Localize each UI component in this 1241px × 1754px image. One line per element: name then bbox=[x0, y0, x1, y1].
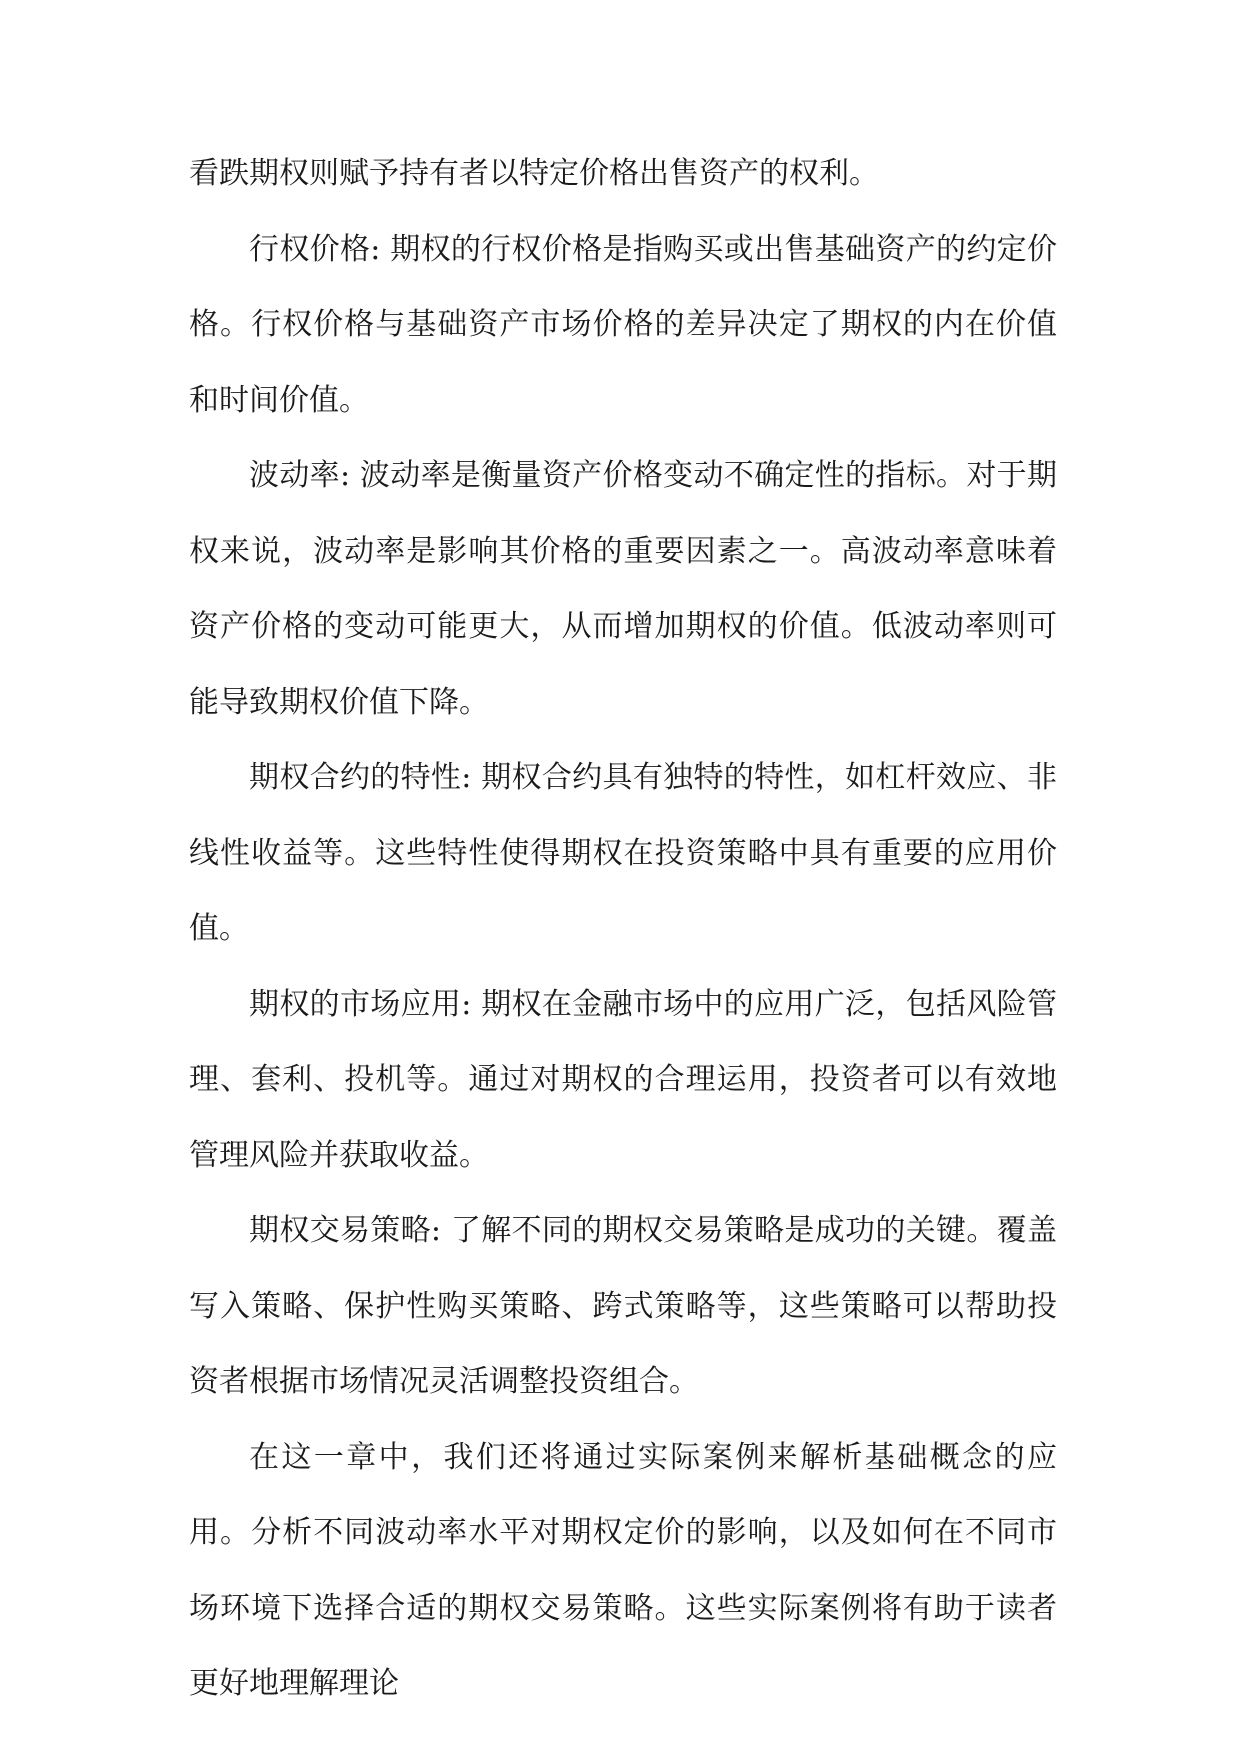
paragraph-case-studies: 在这一章中，我们还将通过实际案例来解析基础概念的应用。分析不同波动率水平对期权定价的影响，以及如何在不同市场环境下选择合适的期权交易策略。这些实际案例将有助于读者更好地理解理论 bbox=[189, 1439, 1057, 1701]
paragraph-strike-price: 行权价格: 期权的行权价格是指购买或出售基础资产的约定价格。行权价格与基础资产市场价格的差异决定了期权的内在价值和时间价值。 bbox=[189, 231, 1057, 418]
paragraph-contract-features: 期权合约的特性: 期权合约具有独特的特性，如杠杆效应、非线性收益等。这些特性使得期权在投资策略中具有重要的应用价值。 bbox=[189, 760, 1057, 946]
body-text bbox=[189, 136, 1057, 1722]
paragraph-trading-strategies: 期权交易策略: 了解不同的期权交易策略是成功的关键。覆盖写入策略、保护性购买策略、跨式策略等，这些策略可以帮助投资者根据市场情况灵活调整投资组合。 bbox=[189, 1213, 1057, 1399]
paragraph-1: 看跌期权则赋予持有者以特定价格出售资产的权利。 bbox=[189, 156, 879, 191]
paragraph-volatility: 波动率: 波动率是衡量资产价格变动不确定性的指标。对于期权来说，波动率是影响其价格的重要因素之一。高波动率意味着资产价格的变动可能更大，从而增加期权的价值。低波动率则可能导致期权价值下降。 bbox=[189, 458, 1057, 720]
paragraph-market-application: 期权的市场应用: 期权在金融市场中的应用广泛，包括风险管理、套利、投机等。通过对期权的合理运用，投资者可以有效地管理风险并获取收益。 bbox=[189, 986, 1057, 1173]
